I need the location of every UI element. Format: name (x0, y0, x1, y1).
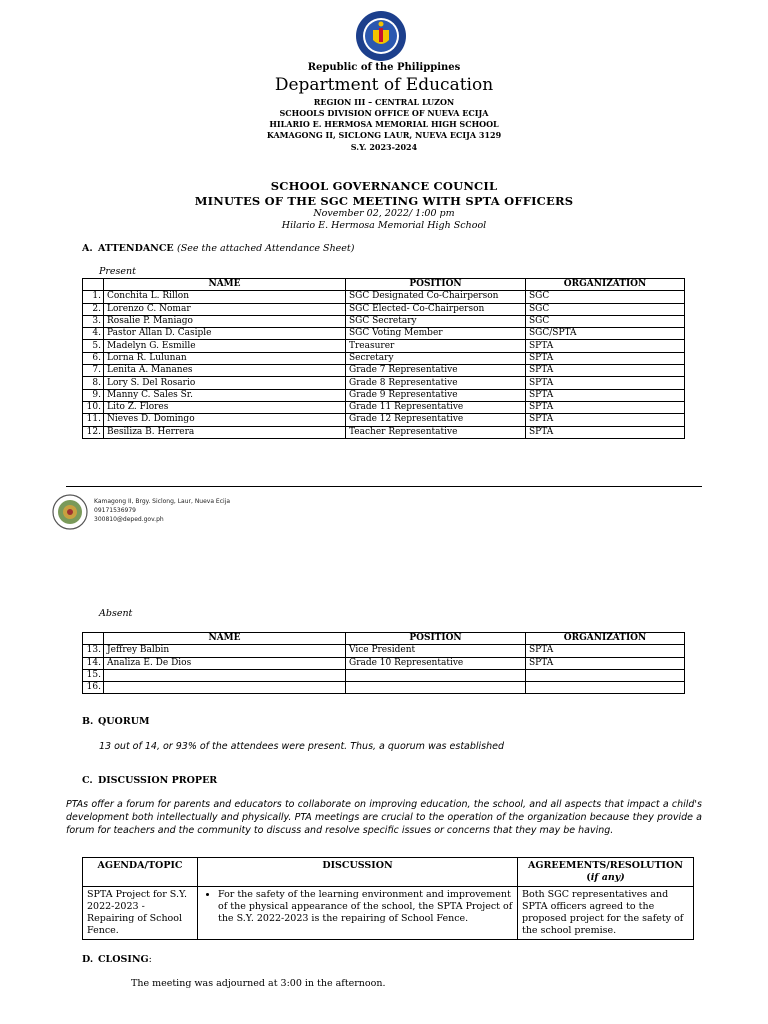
absent-row (83, 682, 685, 694)
row-number: 4. (83, 328, 104, 340)
member-name (104, 682, 346, 694)
col-position: POSITION (346, 279, 526, 291)
row-number: 10. (83, 401, 104, 413)
present-row (83, 389, 685, 401)
division-line: SCHOOLS DIVISION OFFICE OF NUEVA ECIJA (279, 108, 489, 118)
absent-row (83, 669, 685, 681)
member-position: Grade 12 Representative (346, 414, 526, 426)
row-number: 3. (83, 315, 104, 327)
member-position: Grade 9 Representative (346, 389, 526, 401)
deped-seal-logo (355, 10, 407, 62)
page-divider (66, 486, 702, 487)
member-name: Lito Z. Flores (104, 401, 346, 413)
member-position: Teacher Representative (346, 426, 526, 438)
member-position: Treasurer (346, 340, 526, 352)
footer-contact (94, 497, 230, 524)
member-organization: SPTA (526, 352, 685, 364)
present-row (83, 303, 685, 315)
present-row (83, 426, 685, 438)
member-organization: SPTA (526, 340, 685, 352)
member-name: Besiliza B. Herrera (104, 426, 346, 438)
attendance-heading: A. ATTENDANCE (See the attached Attendance Sheet) (82, 243, 355, 254)
member-position: Secretary (346, 352, 526, 364)
discussion-cell (198, 887, 518, 940)
member-name: Nieves D. Domingo (104, 414, 346, 426)
row-number: 14. (83, 657, 104, 669)
member-position: Vice President (346, 645, 526, 657)
row-number: 9. (83, 389, 104, 401)
discussion-paragraph: PTAs offer a forum for parents and educators to collaborate on improving education, the school, and all aspects that impact a child's development both intellectually and physically. PTA meetings are crucial to the operation of the organization because they provide a forum for teachers and the community to discuss and resolve specific issues or concerns that they may be having. (66, 799, 702, 836)
present-row (83, 291, 685, 303)
absent-row (83, 657, 685, 669)
discussion-heading: C. DISCUSSION PROPER (82, 775, 218, 786)
member-name: Manny C. Sales Sr. (104, 389, 346, 401)
footer-phone: 09171536979 (94, 507, 136, 514)
row-number: 5. (83, 340, 104, 352)
member-position: Grade 8 Representative (346, 377, 526, 389)
school-year: S.Y. 2023-2024 (350, 142, 418, 152)
absent-table-header (83, 633, 685, 645)
member-organization: SPTA (526, 365, 685, 377)
member-organization: SPTA (526, 426, 685, 438)
meeting-venue: Hilario E. Hermosa Memorial High School (281, 220, 487, 231)
discussion-bullet: • For the safety of the learning environment and improvement of the physical appearance of the school, the SPTA Project of the S.Y. 2022-2023 is the repairing of School Fence. (218, 889, 513, 925)
absent-row (83, 645, 685, 657)
col-discussion: DISCUSSION (198, 858, 518, 887)
member-name: Jeffrey Balbin (104, 645, 346, 657)
member-name: Lorna R. Lulunan (104, 352, 346, 364)
member-organization: SGC/SPTA (526, 328, 685, 340)
row-number: 8. (83, 377, 104, 389)
absent-label: Absent (99, 608, 133, 619)
closing-heading: D. CLOSING: (82, 954, 152, 965)
row-number: 13. (83, 645, 104, 657)
member-organization: SPTA (526, 414, 685, 426)
member-position: SGC Designated Co-Chairperson (346, 291, 526, 303)
col-organization: ORGANIZATION (526, 633, 685, 645)
present-label: Present (99, 266, 136, 277)
school-seal-logo (52, 494, 88, 530)
member-organization: SGC (526, 291, 685, 303)
member-organization: SGC (526, 303, 685, 315)
member-organization (526, 682, 685, 694)
region-line: REGION III – CENTRAL LUZON (313, 97, 455, 107)
present-row (83, 365, 685, 377)
quorum-heading: B. QUORUM (82, 716, 150, 727)
member-organization (526, 669, 685, 681)
present-row (83, 328, 685, 340)
present-table-header (83, 279, 685, 291)
member-position: SGC Elected- Co-Chairperson (346, 303, 526, 315)
member-organization: SGC (526, 315, 685, 327)
member-name: Conchita L. Rillon (104, 291, 346, 303)
member-organization: SPTA (526, 657, 685, 669)
col-agreements: AGREEMENTS/RESOLUTION (if any) (518, 858, 694, 887)
member-name: Analiza E. De Dios (104, 657, 346, 669)
member-name: Madelyn G. Esmille (104, 340, 346, 352)
agenda-table-header (83, 858, 694, 887)
address-line: KAMAGONG II, SICLONG LAUR, NUEVA ECIJA 3129 (266, 130, 502, 140)
member-name: Lorenzo C. Nomar (104, 303, 346, 315)
row-number: 6. (83, 352, 104, 364)
member-organization: SPTA (526, 401, 685, 413)
member-position: SGC Secretary (346, 315, 526, 327)
row-number: 2. (83, 303, 104, 315)
absent-table (82, 632, 685, 694)
col-number (83, 279, 104, 291)
member-position: SGC Voting Member (346, 328, 526, 340)
agreement-cell: Both SGC representatives and SPTA officers agreed to the proposed project for the safety of the school premise. (518, 887, 694, 940)
present-row (83, 315, 685, 327)
closing-text: The meeting was adjourned at 3:00 in the afternoon. (131, 978, 386, 989)
col-position: POSITION (346, 633, 526, 645)
member-name: Lory S. Del Rosario (104, 377, 346, 389)
member-name: Lenita A. Mananes (104, 365, 346, 377)
member-name (104, 669, 346, 681)
present-table (82, 278, 685, 439)
department-name: Department of Education (274, 75, 494, 95)
row-number: 16. (83, 682, 104, 694)
footer-email: 300810@deped.gov.ph (94, 516, 164, 523)
quorum-text: 13 out of 14, or 93% of the attendees were present. Thus, a quorum was established (99, 741, 505, 752)
present-row (83, 401, 685, 413)
row-number: 7. (83, 365, 104, 377)
col-number (83, 633, 104, 645)
row-number: 11. (83, 414, 104, 426)
present-row (83, 377, 685, 389)
footer-address: Kamagong II, Brgy. Siclong, Laur, Nueva Ecija (94, 498, 231, 505)
member-organization: SPTA (526, 377, 685, 389)
member-position: Grade 11 Representative (346, 401, 526, 413)
member-position: Grade 10 Representative (346, 657, 526, 669)
member-organization: SPTA (526, 645, 685, 657)
present-row (83, 352, 685, 364)
row-number: 12. (83, 426, 104, 438)
meeting-date: November 02, 2022/ 1:00 pm (313, 208, 455, 219)
member-name: Pastor Allan D. Casiple (104, 328, 346, 340)
present-row (83, 340, 685, 352)
school-line: HILARIO E. HERMOSA MEMORIAL HIGH SCHOOL (269, 119, 499, 129)
row-number: 15. (83, 669, 104, 681)
col-name: NAME (104, 279, 346, 291)
minutes-title: MINUTES OF THE SGC MEETING WITH SPTA OFFICERS (194, 194, 574, 208)
member-position: Grade 7 Representative (346, 365, 526, 377)
agenda-table (82, 857, 694, 940)
agenda-row (83, 887, 694, 940)
republic-line: Republic of the Philippines (307, 62, 461, 73)
member-name: Rosalie P. Maniago (104, 315, 346, 327)
col-organization: ORGANIZATION (526, 279, 685, 291)
member-organization: SPTA (526, 389, 685, 401)
council-title: SCHOOL GOVERNANCE COUNCIL (270, 179, 498, 193)
agenda-topic: SPTA Project for S.Y. 2022-2023 - Repairing of School Fence. (83, 887, 198, 940)
row-number: 1. (83, 291, 104, 303)
col-name: NAME (104, 633, 346, 645)
member-position (346, 682, 526, 694)
member-position (346, 669, 526, 681)
present-row (83, 414, 685, 426)
col-agenda: AGENDA/TOPIC (83, 858, 198, 887)
